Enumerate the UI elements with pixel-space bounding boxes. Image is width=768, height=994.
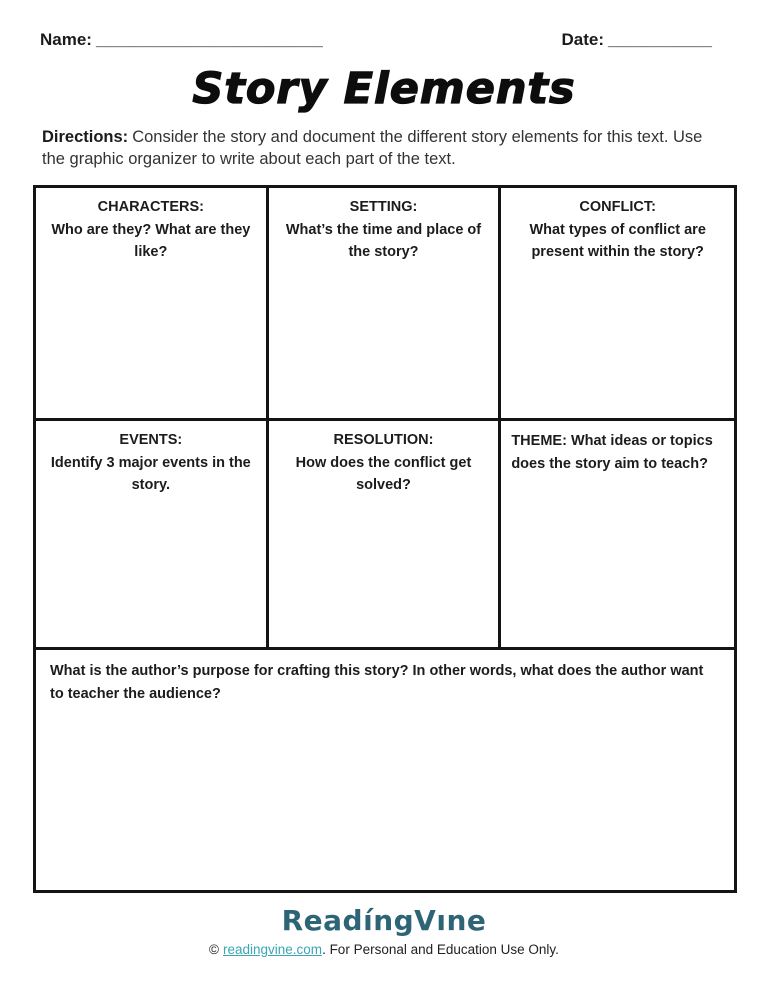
theme-prompt: What ideas or topics does the story aim to teach? <box>511 433 713 472</box>
setting-prompt: What’s the time and place of the story? <box>285 221 482 261</box>
directions-text: Consider the story and document the different story elements for this text. Use the graphic organizer to write about each part of the text. <box>42 128 703 169</box>
cell-theme <box>501 421 734 650</box>
date-field <box>561 30 712 50</box>
cell-resolution <box>269 421 502 650</box>
page-title: Story Elements <box>192 64 576 114</box>
events-prompt: Identify 3 major events in the story. <box>50 454 251 494</box>
directions-label: Directions: <box>42 128 129 146</box>
name-blank-line: ________________________ <box>95 30 323 49</box>
date-label: Date: <box>561 30 604 49</box>
resolution-prompt: How does the conflict get solved? <box>295 454 472 494</box>
author-purpose-prompt: What is the author’s purpose for crafting this story? In other words, what does the author want to teacher the audience? <box>50 663 704 703</box>
copyright-suffix: . For Personal and Education Use Only. <box>322 942 559 958</box>
footer <box>0 904 768 957</box>
readingvine-logo: ReadíngVıne <box>281 904 487 938</box>
name-date-row <box>0 0 768 50</box>
name-field <box>40 30 323 50</box>
cell-author-purpose <box>36 650 734 890</box>
characters-prompt: Who are they? What are they like? <box>51 221 251 261</box>
conflict-heading: CONFLICT: <box>579 199 656 216</box>
resolution-heading: RESOLUTION: <box>333 432 434 449</box>
characters-heading: CHARACTERS: <box>97 199 204 216</box>
conflict-prompt: What types of conflict are present within the story? <box>529 221 706 261</box>
name-label: Name: <box>40 30 92 49</box>
cell-conflict <box>501 188 734 421</box>
directions <box>42 126 728 170</box>
cell-setting <box>269 188 502 421</box>
theme-heading: THEME: <box>511 433 567 450</box>
date-blank-line: ___________ <box>607 30 712 49</box>
cell-characters <box>36 188 269 421</box>
story-elements-grid <box>33 185 737 893</box>
copyright-line <box>0 942 768 957</box>
readingvine-link[interactable]: readingvine.com <box>223 942 323 958</box>
setting-heading: SETTING: <box>349 199 418 216</box>
copyright-symbol: © <box>209 942 219 958</box>
events-heading: EVENTS: <box>119 432 183 449</box>
cell-events <box>36 421 269 650</box>
